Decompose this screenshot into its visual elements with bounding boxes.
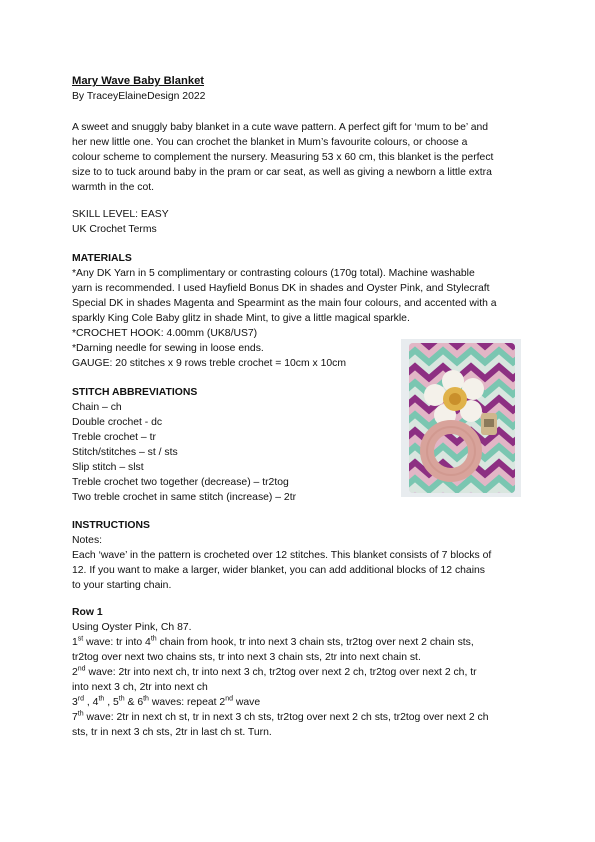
row-1-heading: Row 1 (72, 607, 103, 618)
intro-line: warmth in the cot. (72, 182, 155, 193)
notes-line: to your starting chain. (72, 580, 172, 591)
abbreviation-item: Slip stitch – slst (72, 462, 144, 473)
skill-level: SKILL LEVEL: EASY (72, 209, 169, 220)
gauge: GAUGE: 20 stitches x 9 rows treble crochet = 10cm x 10cm (72, 358, 347, 369)
crochet-hook: *CROCHET HOOK: 4.00mm (UK8/US7) (72, 328, 258, 339)
byline: By TraceyElaineDesign 2022 (72, 91, 206, 102)
wave-1-number: 1 (72, 637, 78, 648)
ordinal-suffix: nd (77, 665, 86, 673)
wave-7-line (72, 711, 488, 726)
wave-1-line (72, 636, 474, 651)
ordinal-suffix: th (143, 695, 149, 703)
page-title: Mary Wave Baby Blanket (72, 75, 205, 87)
ordinal-suffix: rd (77, 695, 85, 703)
notes-line: 12. If you want to make a larger, wider blanket, you can add additional blocks of 12 chains (72, 565, 485, 576)
waves-3-6-text: waves: repeat 2 (148, 697, 226, 708)
intro-line: size to to tuck around baby in the pram or car seat, as well as giving a newborn a little extra (72, 167, 492, 178)
darning-needle: *Darning needle for sewing in loose ends. (72, 343, 264, 354)
wave-1-text: chain from hook, tr into next 3 chain sts, tr2tog over next 2 chain sts, (156, 637, 474, 648)
abbreviation-item: Chain – ch (72, 402, 122, 413)
intro-line: colour scheme to complement the nursery. Measuring 53 x 60 cm, this blanket is the perfect (72, 152, 494, 163)
ordinal-suffix: th (150, 635, 157, 643)
waves-3-6-text: wave (232, 697, 261, 708)
abbreviation-item: Treble crochet two together (decrease) – tr2tog (72, 477, 289, 488)
blanket-photo (401, 339, 521, 497)
wave-7-text: wave: 2tr in next ch st, tr in next 3 ch sts, tr2tog over next 2 ch sts, tr2tog over next 2 ch (83, 712, 489, 723)
instructions-heading: INSTRUCTIONS (72, 520, 150, 531)
wave-2-line-2: into next 3 ch, 2tr into next ch (72, 682, 208, 693)
materials-line: yarn is recommended. I used Hayfield Bonus DK in shades and Oyster Pink, and Stylecraft (72, 283, 490, 294)
ordinal-suffix: th (77, 710, 84, 718)
abbreviation-item: Treble crochet – tr (72, 432, 156, 443)
tag-icon (481, 413, 497, 435)
abbreviation-item: Two treble crochet in same stitch (increase) – 2tr (72, 492, 297, 503)
abbreviation-item: Double crochet - dc (72, 417, 163, 428)
materials-line: sparkly King Cole Baby glitz in shade Mint, to give a little magical sparkle. (72, 313, 410, 324)
wave-2-text: wave: 2tr into next ch, tr into next 3 ch, tr2tog over next 2 ch, tr2tog over next 2 ch, tr (85, 667, 477, 678)
row-1-start: Using Oyster Pink, Ch 87. (72, 622, 192, 633)
notes-line: Each ‘wave’ in the pattern is crocheted over 12 stitches. This blanket consists of 7 blocks of (72, 550, 492, 561)
waves-3-6-line (72, 696, 260, 711)
materials-line: Special DK in shades Magenta and Spearmint as the main four colours, and accented with a (72, 298, 497, 309)
materials-line: *Any DK Yarn in 5 complimentary or contrasting colours (170g total). Machine washable (72, 268, 475, 279)
wave-2-number: 2 (72, 667, 78, 678)
crochet-terms: UK Crochet Terms (72, 224, 157, 235)
ordinal-suffix: th (98, 695, 105, 703)
wave-number: , 5 (104, 697, 119, 708)
wave-7-line-2: sts, tr in next 3 ch sts, 2tr in last ch st. Turn. (72, 727, 272, 738)
wave-1-line-2: tr2tog over next two chains sts, tr into next 3 chain sts, 2tr into next chain st. (72, 652, 421, 663)
intro-line: A sweet and snuggly baby blanket in a cute wave pattern. A perfect gift for ‘mum to be’ and (72, 122, 489, 133)
ordinal-suffix: nd (225, 695, 233, 703)
wave-2-line (72, 666, 477, 681)
notes-label: Notes: (72, 535, 103, 546)
wave-1-text: wave: tr into 4 (83, 637, 151, 648)
intro-line: her new little one. You can crochet the blanket in Mum’s favourite colours, or choose a (72, 137, 468, 148)
materials-heading: MATERIALS (72, 253, 132, 264)
wave-7-number: 7 (72, 712, 78, 723)
wave-number: & 6 (124, 697, 144, 708)
abbreviations-heading: STITCH ABBREVIATIONS (72, 387, 198, 398)
wave-number: 3 (72, 697, 78, 708)
ordinal-suffix: th (118, 695, 125, 703)
abbreviation-item: Stitch/stitches – st / sts (72, 447, 178, 458)
ordinal-suffix: st (77, 635, 84, 643)
wave-number: , 4 (84, 697, 99, 708)
blanket-photo-illustration (401, 339, 521, 497)
